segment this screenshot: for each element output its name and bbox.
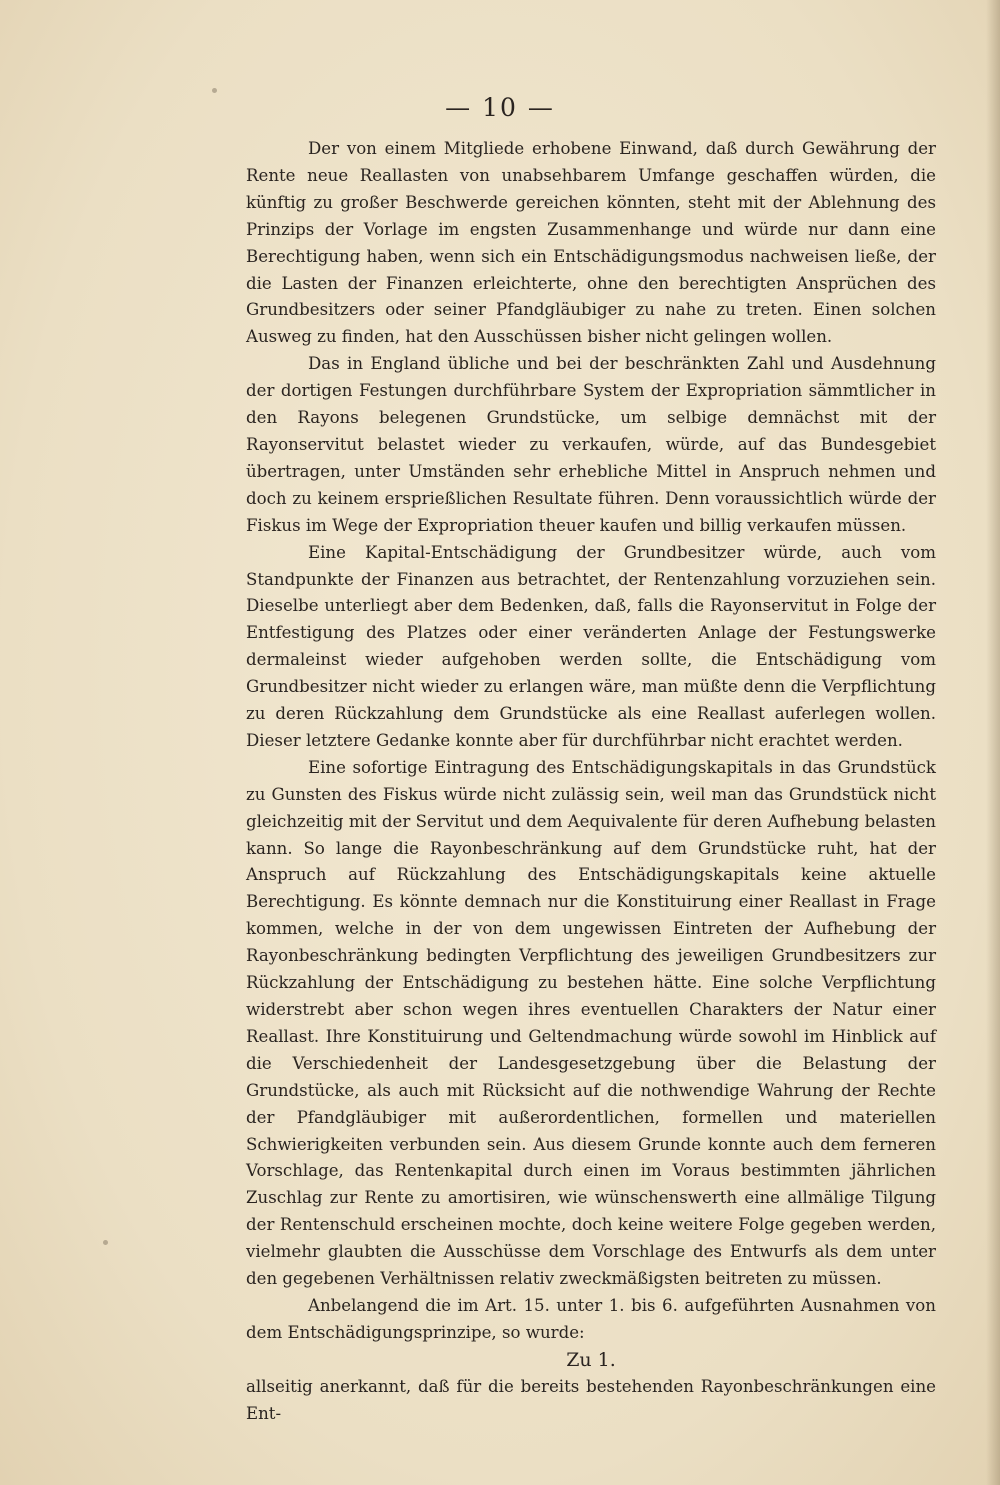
paragraph: Eine Kapital-Entschädigung der Grundbesitzer würde, auch vom Standpunkte der Finanzen aus betrachtet, der Rentenzahlung vorzuziehen sein. Dieselbe unterliegt aber dem Bedenken, daß, falls die Rayonservitut in Folge der Entfestigung des Platzes oder einer veränderten Anlage der Festungswerke dermaleinst wieder aufgehoben werden sollte, die Entschädigung vom Grundbesitzer nicht wieder zu erlangen wäre, man müßte denn die Verpflichtung zu deren Rückzahlung dem Grundstücke als eine Reallast auferlegen wollen. Dieser letztere Gedanke konnte aber für durchführbar nicht erachtet werden. — [246, 542, 936, 750]
page-edge-shadow — [986, 0, 1000, 1485]
section-heading: Zu 1. — [566, 1348, 616, 1371]
body-text — [246, 136, 936, 1428]
paragraph: Anbelangend die im Art. 15. unter 1. bis 6. aufgeführten Ausnahmen von dem Entschädigungsprinzipe, so wurde: — [246, 1295, 936, 1342]
paragraph: Der von einem Mitgliede erhobene Einwand, daß durch Gewährung der Rente neue Reallasten von unabsehbarem Umfange geschaffen würden, die künftig zu großer Beschwerde gereichen könnten, steht mit der Ablehnung des Prinzips der Vorlage im engsten Zusammenhange und würde nur dann eine Berechtigung haben, wenn sich ein Entschädigungsmodus nachweisen ließe, der die Lasten der Finanzen erleichterte, ohne den berechtigten Ansprüchen des Grundbesitzers oder seiner Pfandgläubiger zu nahe zu treten. Einen solchen Ausweg zu finden, hat den Ausschüssen bisher nicht gelingen wollen. — [246, 139, 936, 347]
continuation-line: allseitig anerkannt, daß für die bereits bestehenden Rayonbeschränkungen eine Ent- — [246, 1376, 936, 1423]
page-number: — 10 — — [445, 93, 555, 122]
paper-spot — [103, 1240, 108, 1245]
paragraph: Eine sofortige Eintragung des Entschädigungskapitals in das Grundstück zu Gunsten des Fiskus würde nicht zulässig sein, weil man das Grundstück nicht gleichzeitig mit der Servitut und dem Aequivalente für deren Aufhebung belasten kann. So lange die Rayonbeschränkung auf dem Grundstücke ruht, hat der Anspruch auf Rückzahlung des Entschädigungskapitals keine aktuelle Berechtigung. Es könnte demnach nur die Konstituirung einer Reallast in Frage kommen, welche in der von dem ungewissen Eintreten der Aufhebung der Rayonbeschränkung bedingten Verpflichtung des jeweiligen Grundbesitzers zur Rückzahlung der Entschädigung zu bestehen hätte. Eine solche Verpflichtung widerstrebt aber schon wegen ihres eventuellen Charakters der Natur einer Reallast. Ihre Konstituirung und Geltendmachung würde sowohl im Hinblick auf die Verschiedenheit der Landesgesetzgebung über die Belastung der Grundstücke, als auch mit Rücksicht auf die nothwendige Wahrung der Rechte der Pfandgläubiger mit außerordentlichen, formellen und materiellen Schwierigkeiten verbunden sein. Aus diesem Grunde konnte auch dem ferneren Vorschlage, das Rentenkapital durch einen im Voraus bestimmten jährlichen Zuschlag zur Rente zu amortisiren, wie wünschenswerth eine allmälige Tilgung der Rentenschuld erscheinen mochte, doch keine weitere Folge gegeben werden, vielmehr glaubten die Ausschüsse dem Vorschlage des Entwurfs als dem unter den gegebenen Verhältnissen relativ zweckmäßigsten beitreten zu müssen. — [246, 757, 936, 1289]
paragraph: Das in England übliche und bei der beschränkten Zahl und Ausdehnung der dortigen Festungen durchführbare System der Expropriation sämmtlicher in den Rayons belegenen Grundstücke, um selbige demnächst mit der Rayonservitut belastet wieder zu verkaufen, würde, auf das Bundesgebiet übertragen, unter Umständen sehr erhebliche Mittel in Anspruch nehmen und doch zu keinem ersprießlichen Resultate führen. Denn voraussichtlich würde der Fiskus im Wege der Expropriation theuer kaufen und billig verkaufen müssen. — [246, 354, 936, 535]
